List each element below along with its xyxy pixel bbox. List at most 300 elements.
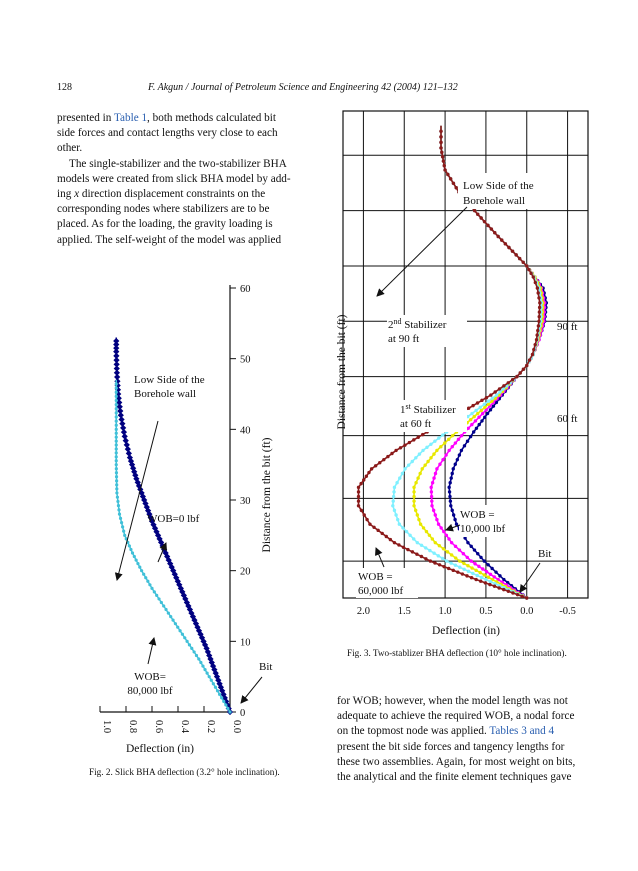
data-point [357, 504, 360, 507]
data-point [538, 306, 541, 309]
data-point [399, 446, 402, 449]
data-point [470, 566, 473, 569]
data-point [489, 393, 492, 396]
data-point [442, 159, 445, 162]
data-point [472, 430, 475, 433]
data-point [477, 416, 480, 419]
data-point [462, 568, 465, 571]
data-point [480, 576, 483, 579]
data-point [469, 418, 472, 421]
data-point [458, 453, 461, 456]
data-point [481, 567, 484, 570]
data-point [456, 570, 459, 573]
data-point [470, 545, 473, 548]
data-point [483, 220, 486, 223]
data-point [488, 583, 491, 586]
wob10-label: WOB = [460, 509, 495, 521]
data-point [469, 435, 472, 438]
data-point [378, 461, 381, 464]
data-point [447, 567, 450, 570]
data-point [532, 275, 535, 278]
data-point [454, 441, 457, 444]
data-point [412, 438, 415, 441]
data-point [536, 291, 539, 294]
data-point [470, 423, 473, 426]
data-point [439, 141, 442, 144]
data-point [450, 553, 453, 556]
data-point [370, 467, 373, 470]
data-point [393, 541, 396, 544]
data-point [454, 463, 457, 466]
text-fragment: , both methods calculated bit [147, 112, 276, 124]
data-point [443, 164, 446, 167]
text-line: corresponding nodes where stabilizers are to be [57, 203, 270, 216]
60ft-label: 60 ft [557, 413, 578, 425]
low-side-label: Low Side of the [463, 180, 534, 192]
data-point [487, 563, 490, 566]
text-fragment: on the topmost node was applied. [337, 725, 490, 738]
data-point [480, 399, 483, 402]
data-point [424, 557, 427, 560]
data-point [461, 572, 464, 575]
data-point [429, 559, 432, 562]
data-point [535, 338, 538, 341]
x-tick-label: 0.2 [205, 720, 216, 734]
x-tick-label: 0.4 [179, 720, 190, 734]
data-point [398, 476, 401, 479]
wob10-label: 10,000 lbf [460, 523, 506, 535]
data-point [441, 557, 444, 560]
data-point [451, 509, 454, 512]
data-point [487, 400, 490, 403]
data-point [449, 561, 452, 564]
data-point [431, 537, 434, 540]
text-line: other. [57, 142, 83, 155]
data-point [368, 523, 371, 526]
data-point [417, 518, 420, 521]
data-point [454, 556, 457, 559]
data-point [424, 546, 427, 549]
data-point [426, 460, 429, 463]
data-point [480, 409, 483, 412]
text-line: for WOB; however, when the model length was not [337, 695, 568, 707]
label-part: 2 [388, 319, 394, 331]
data-point [420, 544, 423, 547]
data-point [439, 130, 442, 133]
wob60-label: WOB = [358, 571, 393, 583]
data-point [486, 224, 489, 227]
low-side-label: Borehole wall [463, 195, 526, 207]
data-point [518, 257, 521, 260]
table1-link[interactable]: Table 1 [113, 112, 148, 124]
data-point [365, 475, 368, 478]
data-point [401, 526, 404, 529]
data-point [448, 495, 451, 498]
data-point [442, 565, 445, 568]
data-point [458, 548, 461, 551]
page-number: 128 [57, 82, 72, 93]
text-line: applied. The self-weight of the model was applied [57, 233, 282, 246]
data-point [372, 526, 375, 529]
text-fragment: x [74, 187, 80, 200]
data-point [489, 408, 492, 411]
data-point [496, 235, 499, 238]
text-fragment: presented in [57, 112, 114, 124]
data-point [471, 404, 474, 407]
low-side-arrow [377, 207, 467, 296]
data-point [452, 569, 455, 572]
data-point [476, 401, 479, 404]
data-point [511, 591, 514, 594]
data-point [412, 486, 415, 489]
data-point [507, 590, 510, 593]
data-point [537, 324, 540, 327]
data-point [446, 550, 449, 553]
data-point [538, 301, 541, 304]
data-point [536, 286, 539, 289]
data-point [489, 573, 492, 576]
data-point [433, 440, 436, 443]
data-point [363, 513, 366, 516]
data-point [479, 406, 482, 409]
y-tick-label: 40 [240, 425, 251, 437]
x-tick-label: 1.0 [438, 606, 452, 617]
data-point [502, 588, 505, 591]
data-point [502, 384, 505, 387]
data-point [402, 546, 405, 549]
data-point [443, 168, 446, 171]
data-point [357, 486, 360, 489]
data-point [460, 434, 463, 437]
data-point [476, 412, 479, 415]
data-point [381, 532, 384, 535]
data-point [452, 513, 455, 516]
data-point [500, 238, 503, 241]
data-point [432, 509, 435, 512]
data-point [473, 209, 476, 212]
data-point [525, 596, 528, 599]
data-point [485, 570, 488, 573]
data-point [448, 490, 451, 493]
data-point [473, 548, 476, 551]
data-point [452, 467, 455, 470]
text-line: placed. As for the loading, the gravity loading is [57, 218, 273, 231]
data-point [484, 581, 487, 584]
data-point [412, 495, 415, 498]
y-axis-label: Distance from the bit (ft) [336, 314, 348, 430]
data-point [462, 562, 465, 565]
data-point [439, 526, 442, 529]
data-point [454, 564, 457, 567]
data-point [538, 315, 541, 318]
data-point [407, 463, 410, 466]
data-point [434, 541, 437, 544]
data-point [537, 296, 540, 299]
text-line: the analytical and the finite element techniques gave [337, 770, 572, 783]
data-point [385, 535, 388, 538]
data-point [391, 504, 394, 507]
data-point [483, 403, 486, 406]
data-point [403, 467, 406, 470]
data-point [438, 563, 441, 566]
data-point [382, 458, 385, 461]
stabilizer-2-label: at 90 ft [388, 333, 420, 345]
wob60-label: 60,000 lbf [358, 585, 404, 597]
data-point [430, 495, 433, 498]
data-point [432, 552, 435, 555]
data-point [498, 390, 501, 393]
data-point [412, 537, 415, 540]
data-point [392, 495, 395, 498]
label-part: nd [393, 317, 402, 326]
data-point [390, 452, 393, 455]
data-point [493, 231, 496, 234]
data-point [467, 407, 470, 410]
data-point [414, 481, 417, 484]
data-point [504, 242, 507, 245]
x-tick-label: 0.5 [479, 606, 493, 617]
data-point [534, 281, 537, 284]
data-point [473, 562, 476, 565]
data-point [416, 476, 419, 479]
data-point [446, 173, 449, 176]
data-point [432, 476, 435, 479]
data-point [416, 513, 419, 516]
data-point [474, 419, 477, 422]
data-point [473, 415, 476, 418]
data-point [498, 574, 501, 577]
data-point [484, 578, 487, 581]
data-point [412, 490, 415, 493]
x-tick-label: 2.0 [356, 606, 370, 617]
data-point [439, 146, 442, 149]
data-point [394, 449, 397, 452]
tables-link[interactable]: Tables 3 and 4 [489, 725, 555, 738]
data-point [489, 580, 492, 583]
data-point [421, 433, 424, 436]
bit-label: Bit [538, 548, 552, 560]
data-point [462, 552, 465, 555]
wob80-label: WOB= [134, 671, 166, 683]
data-point [507, 246, 510, 249]
data-point [470, 576, 473, 579]
data-point [494, 570, 497, 573]
wob0-label: WOB=0 lbf [147, 513, 200, 525]
data-point [394, 513, 397, 516]
data-point [438, 463, 441, 466]
data-point [450, 476, 453, 479]
data-point [478, 423, 481, 426]
data-point [408, 441, 411, 444]
data-point [393, 486, 396, 489]
data-point [437, 523, 440, 526]
data-point [477, 565, 480, 568]
text-line: models were created from slick BHA model by add- [57, 172, 291, 185]
data-point [471, 572, 474, 575]
data-point [449, 177, 452, 180]
data-point [531, 353, 534, 356]
data-point [538, 310, 541, 313]
data-point [397, 543, 400, 546]
data-point [466, 556, 469, 559]
data-point [463, 444, 466, 447]
data-point [357, 499, 360, 502]
data-point [430, 486, 433, 489]
data-point [498, 387, 501, 390]
data-point [522, 261, 525, 264]
data-point [535, 333, 538, 336]
y-tick-label: 30 [240, 496, 251, 507]
data-point [359, 482, 362, 485]
x-tick-label: 0.6 [153, 720, 164, 734]
x-tick-label: -0.5 [559, 606, 576, 617]
data-point [412, 499, 415, 502]
data-point [412, 504, 415, 507]
y-axis-label: Distance from the bit (ft) [261, 437, 273, 553]
data-point [414, 509, 417, 512]
data-point [470, 412, 473, 415]
data-point [457, 438, 460, 441]
bit-arrow [520, 563, 540, 592]
data-point [485, 396, 488, 399]
data-point [451, 445, 454, 448]
data-point [414, 456, 417, 459]
data-point [511, 378, 514, 381]
data-point [522, 368, 525, 371]
data-point [411, 550, 414, 553]
data-point [443, 441, 446, 444]
data-point [525, 364, 528, 367]
data-point [441, 433, 444, 436]
figure-2-caption: Fig. 2. Slick BHA deflection (3.2° hole inclination). [89, 767, 280, 777]
x-tick-label: 0.0 [520, 606, 534, 617]
text-line: side forces and contact lengths very close to each [57, 127, 278, 140]
y-tick-label: 0 [240, 708, 246, 719]
data-point [450, 541, 453, 544]
text-line: adequate to achieve the required WOB, a nodal force [337, 710, 575, 723]
x-tick-label: 1.5 [397, 606, 411, 617]
data-point [537, 320, 540, 323]
figure-3-caption: Fig. 3. Two-stablizer BHA deflection (10° hole inclination). [347, 648, 567, 658]
data-point [418, 472, 421, 475]
data-point [405, 530, 408, 533]
data-point [421, 467, 424, 470]
wob60-arrow [376, 548, 384, 567]
data-point [408, 534, 411, 537]
text-fragment: direction displacement constraints on the [79, 187, 266, 200]
data-point [536, 329, 539, 332]
data-point [525, 264, 528, 267]
data-point [444, 453, 447, 456]
data-point [403, 443, 406, 446]
data-point [474, 409, 477, 412]
y-tick-label: 10 [240, 637, 251, 649]
data-point [533, 343, 536, 346]
data-point [437, 436, 440, 439]
data-point [447, 537, 450, 540]
data-point [474, 569, 477, 572]
data-point [392, 490, 395, 493]
data-point [360, 509, 363, 512]
data-point [386, 455, 389, 458]
data-point [425, 446, 428, 449]
data-point [357, 495, 360, 498]
data-point [479, 216, 482, 219]
data-point [430, 499, 433, 502]
data-point [439, 135, 442, 138]
data-point [467, 570, 470, 573]
data-point [476, 552, 479, 555]
data-point [507, 381, 510, 384]
y-tick-label: 60 [240, 284, 251, 295]
y-tick-label: 20 [240, 566, 251, 578]
data-point [495, 393, 498, 396]
data-point [441, 155, 444, 158]
data-point [374, 464, 377, 467]
data-point [527, 268, 530, 271]
y-tick-label: 50 [240, 354, 251, 366]
data-point [445, 559, 448, 562]
wob80-label: 80,000 lbf [127, 685, 173, 697]
data-point [428, 549, 431, 552]
x-tick-label: 0.0 [231, 720, 242, 734]
data-point [365, 518, 368, 521]
data-point [389, 538, 392, 541]
data-point [486, 412, 489, 415]
data-point [466, 541, 469, 544]
data-point [449, 499, 452, 502]
data-point [425, 530, 428, 533]
x-tick-label: 0.8 [127, 720, 138, 734]
data-point [447, 438, 450, 441]
data-point [479, 556, 482, 559]
data-point [520, 595, 523, 598]
data-point [490, 227, 493, 230]
data-point [453, 518, 456, 521]
data-point [395, 481, 398, 484]
data-point [448, 481, 451, 484]
data-point [429, 443, 432, 446]
data-point [376, 529, 379, 532]
data-point [429, 456, 432, 459]
data-point [460, 449, 463, 452]
data-point [467, 427, 470, 430]
text-fragment: ing [57, 187, 75, 200]
data-point [434, 513, 437, 516]
data-point [357, 490, 360, 493]
data-point [479, 580, 482, 583]
data-point [475, 427, 478, 430]
data-point [411, 460, 414, 463]
data-point [428, 534, 431, 537]
label-part: 1 [400, 404, 406, 416]
data-point [435, 467, 438, 470]
data-point [454, 186, 457, 189]
data-point [416, 541, 419, 544]
data-point [439, 445, 442, 448]
data-point [396, 518, 399, 521]
data-point [422, 526, 425, 529]
data-point [417, 436, 420, 439]
data-point [442, 547, 445, 550]
data-point [516, 593, 519, 596]
low-side-label: Borehole wall [134, 388, 197, 400]
data-point [433, 561, 436, 564]
bit-label: Bit [259, 661, 273, 673]
label-part: Stabilizer [401, 319, 447, 331]
data-point [465, 574, 468, 577]
data-point [392, 499, 395, 502]
